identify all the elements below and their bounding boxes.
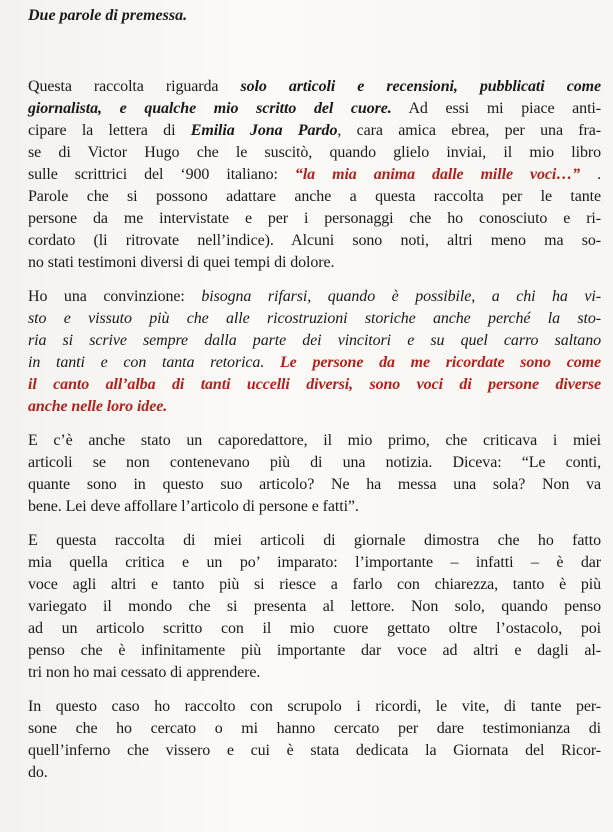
text-line	[28, 208, 601, 230]
text-segment: sulle scrittrici del ‘900 italiano:	[28, 166, 295, 183]
text-segment: Emilia Jona Pardo	[190, 122, 338, 139]
text-line	[28, 762, 601, 784]
text-line	[28, 574, 601, 596]
text-line	[28, 164, 601, 186]
text-segment: ria si scrive sempre dalla parte dei vincitori e su quel carro saltano	[28, 332, 601, 349]
text-segment: sone che ho cercato o mi hanno cercato per dare testimonianza di	[28, 720, 601, 737]
text-segment: penso che è infinitamente più importante dar voce ad altri e dagli al-	[28, 642, 601, 659]
text-segment: , cara amica ebrea, per una fra-	[337, 122, 601, 139]
text-segment: se di Victor Hugo che le suscitò, quando glielo inviai, il mio libro	[28, 144, 601, 161]
text-line	[28, 530, 601, 552]
text-line	[28, 330, 601, 352]
text-segment: solo articoli e recensioni, pubblicati come	[240, 78, 601, 95]
text-line	[28, 718, 601, 740]
text-segment: do.	[28, 764, 48, 781]
text-line	[28, 286, 601, 308]
text-line	[28, 230, 601, 252]
text-segment: variegato il mondo che si presenta al lettore. Non solo, quando penso	[28, 598, 601, 615]
paragraph	[28, 430, 601, 518]
text-line	[28, 352, 601, 374]
text-segment: persone da me intervistate e per i personaggi che ho conosciuto e ri-	[28, 210, 601, 227]
text-line	[28, 640, 601, 662]
paragraph	[28, 530, 601, 684]
highlighted-text: Le persone da me ricordate sono come	[264, 354, 601, 371]
text-segment: cordato (li ritrovate nell’indice). Alcuni sono noti, altri meno ma so-	[28, 232, 601, 249]
text-segment: bene. Lei deve affollare l’articolo di persone e fatti”.	[28, 498, 359, 515]
text-segment: Ad essi mi piace anti-	[391, 100, 601, 117]
highlighted-text: il canto all’alba di tanti uccelli diversi, sono voci di persone diverse	[28, 376, 601, 393]
text-line	[28, 496, 601, 518]
text-segment: Parole che si possono adattare anche a questa raccolta per le tante	[28, 188, 601, 205]
text-segment: In questo caso ho raccolto con scrupolo i ricordi, le vite, di tante per-	[28, 698, 601, 715]
highlighted-text: “la mia anima dalle mille voci…”	[294, 166, 581, 183]
text-segment: articoli se non contenevano più di una notizia. Diceva: “Le conti,	[28, 454, 601, 471]
text-line	[28, 618, 601, 640]
text-segment: quell’inferno che vissero e cui è stata dedicata la Giornata del Ricor-	[28, 742, 601, 759]
text-line	[28, 374, 601, 396]
text-segment: voce agli altri e tanto più si riesce a farlo con chiarezza, tanto è più	[28, 576, 601, 593]
text-line	[28, 186, 601, 208]
text-line	[28, 452, 601, 474]
text-segment: cipare la lettera di	[28, 122, 191, 139]
text-line	[28, 740, 601, 762]
text-line	[28, 308, 601, 330]
paragraph	[28, 696, 601, 784]
text-segment: .	[580, 166, 601, 183]
text-line	[28, 76, 601, 98]
text-line	[28, 142, 601, 164]
text-segment: quante sono in questo suo articolo? Ne ha messa una sola? Non va	[28, 476, 601, 493]
text-line	[28, 396, 601, 418]
highlighted-text: anche nelle loro idee.	[28, 398, 168, 415]
document-body	[28, 76, 601, 796]
text-line	[28, 98, 601, 120]
text-line	[28, 552, 601, 574]
text-segment: in tanti e con tanta retorica.	[28, 354, 265, 371]
text-line	[28, 662, 601, 684]
text-segment: no stati testimoni diversi di quei tempi di dolore.	[28, 254, 335, 271]
text-segment: ad un articolo scritto con il mio cuore gettato oltre l’ostacolo, poi	[28, 620, 601, 637]
text-segment: giornalista, e qualche mio scritto del cuore.	[28, 100, 392, 117]
text-segment: Ho una convinzione:	[28, 288, 202, 305]
text-segment: E c’è anche stato un caporedattore, il mio primo, che criticava i miei	[28, 432, 601, 449]
paragraph	[28, 76, 601, 274]
text-segment: bisogna rifarsi, quando è possibile, a chi ha vi-	[201, 288, 601, 305]
text-line	[28, 474, 601, 496]
text-line	[28, 120, 601, 142]
text-line	[28, 596, 601, 618]
text-line	[28, 252, 601, 274]
text-segment: Questa raccolta riguarda	[28, 78, 241, 95]
text-segment: mia quella critica e un po’ imparato: l’importante – infatti – è dar	[28, 554, 601, 571]
text-line	[28, 430, 601, 452]
text-segment: tri non ho mai cessato di apprendere.	[28, 664, 261, 681]
paragraph	[28, 286, 601, 418]
page-heading: Due parole di premessa.	[28, 7, 188, 24]
text-segment: E questa raccolta di miei articoli di giornale dimostra che ho fatto	[28, 532, 601, 549]
text-segment: sto e vissuto più che alle ricostruzioni storiche anche perché la sto-	[28, 310, 601, 327]
text-line	[28, 696, 601, 718]
